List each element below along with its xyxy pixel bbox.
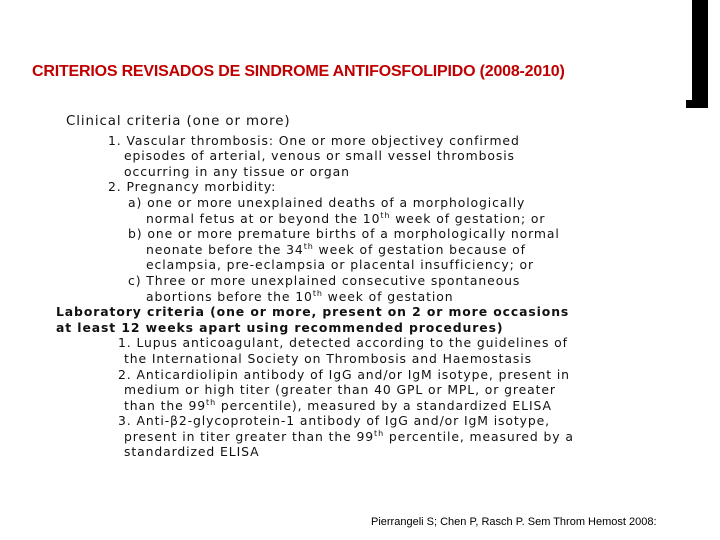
clinical-item-2b-line-2 bbox=[66, 242, 686, 258]
lab-item-2-line-3 bbox=[66, 398, 686, 414]
clinical-item-2c-line-1: c) Three or more unexplained consecutive spontaneous bbox=[128, 272, 521, 288]
superscript: th bbox=[380, 210, 391, 220]
lab-item-3-line-2 bbox=[66, 429, 686, 445]
superscript: th bbox=[206, 397, 217, 407]
clinical-item-2c-text: abortions before the 10 bbox=[146, 288, 313, 304]
clinical-item-2a-text-end: week of gestation; or bbox=[390, 210, 546, 226]
clinical-item-2b-line-3: eclampsia, pre-eclampsia or placental insufficiency; or bbox=[146, 257, 534, 273]
superscript: th bbox=[312, 288, 323, 298]
clinical-item-2b-text: neonate before the 34 bbox=[146, 241, 304, 257]
lab-item-2-text-end: percentile), measured by a standardized ELISA bbox=[216, 397, 552, 413]
lab-item-1-line-2: the International Society on Thrombosis and Haemostasis bbox=[124, 350, 532, 366]
clinical-item-1-line-1: 1. Vascular thrombosis: One or more objectivey confirmed bbox=[108, 132, 520, 148]
lab-item-3-text-end: percentile, measured by a bbox=[384, 428, 574, 444]
lab-item-2-line-1: 2. Anticardiolipin antibody of IgG and/or IgM isotype, present in bbox=[118, 366, 570, 382]
laboratory-criteria-heading-line-2: at least 12 weeks apart using recommended procedures) bbox=[56, 319, 504, 335]
clinical-item-2a-line-1: a) one or more unexplained deaths of a morphologically bbox=[128, 194, 526, 210]
clinical-item-2b-line-1: b) one or more premature births of a morphologically normal bbox=[128, 226, 560, 242]
clinical-item-2a-text: normal fetus at or beyond the 10 bbox=[146, 210, 381, 226]
lab-item-3-line-1: 3. Anti-β2-glycoprotein-1 antibody of IgG and/or IgM isotype, bbox=[118, 413, 551, 429]
superscript: th bbox=[303, 241, 314, 251]
lab-item-2-line-2: medium or high titer (greater than 40 GPL or MPL, or greater bbox=[124, 382, 556, 398]
clinical-item-2-heading: 2. Pregnancy morbidity: bbox=[108, 179, 277, 195]
laboratory-criteria-heading-line-1: Laboratory criteria (one or more, present on 2 or more occasions bbox=[56, 304, 570, 320]
superscript: th bbox=[374, 428, 385, 438]
clinical-item-2c-line-2 bbox=[66, 289, 686, 305]
clinical-item-1-line-2: episodes of arterial, venous or small vessel thrombosis bbox=[124, 148, 515, 164]
criteria-scan-block bbox=[56, 114, 686, 460]
clinical-item-2c-text-end: week of gestation bbox=[322, 288, 454, 304]
lab-item-1-line-1: 1. Lupus anticoagulant, detected according to the guidelines of bbox=[118, 335, 568, 351]
lab-item-2-text: than the 99 bbox=[124, 397, 207, 413]
lab-item-3-text: present in titer greater than the 99 bbox=[124, 428, 375, 444]
lab-item-3-line-3: standardized ELISA bbox=[124, 444, 260, 460]
clinical-item-2b-text-end: week of gestation because of bbox=[313, 241, 526, 257]
clinical-item-2a-line-2 bbox=[66, 211, 686, 227]
slide-title: CRITERIOS REVISADOS DE SINDROME ANTIFOSFOLIPIDO (2008-2010) bbox=[32, 63, 565, 80]
clinical-item-1-line-3: occurring in any tissue or organ bbox=[124, 163, 350, 179]
corner-bracket-decoration bbox=[692, 0, 708, 108]
corner-bracket-foot-decoration bbox=[686, 100, 708, 108]
citation: Pierrangeli S; Chen P, Rasch P. Sem Throm Hemost 2008: bbox=[371, 516, 657, 528]
clinical-criteria-heading: Clinical criteria (one or more) bbox=[66, 114, 291, 129]
